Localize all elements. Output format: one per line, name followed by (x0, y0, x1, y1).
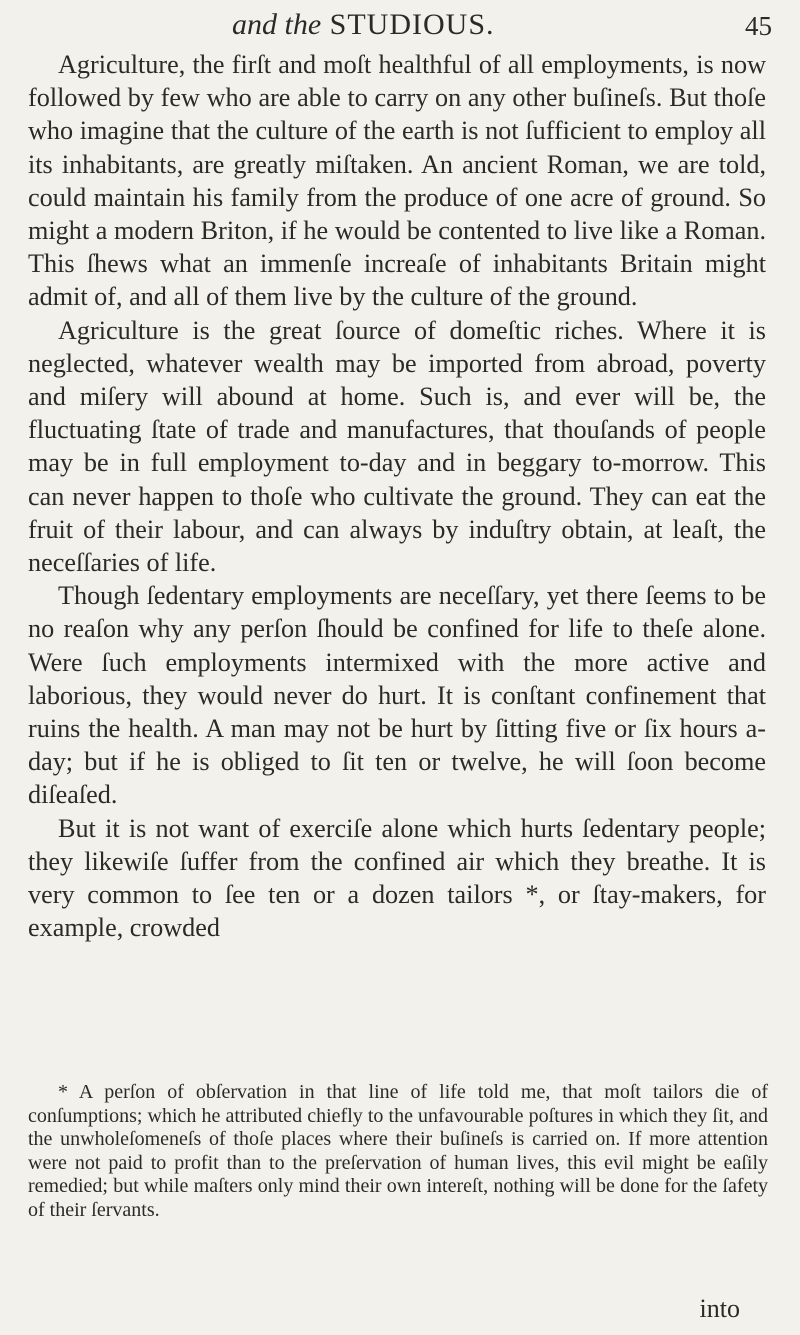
running-title-italic: and the (232, 8, 322, 41)
running-head (0, 8, 800, 48)
main-text (28, 48, 766, 944)
footnote (28, 1081, 768, 1223)
paragraph-agriculture-employment: Agriculture, the firſt and moſt healthful of all employments, is now followed by few who are able to carry on any other buſineſs. But thoſe who imagine that the culture of the earth is not ſufficient to employ all its inhabitants, are greatly miſtaken. An ancient Roman, we are told, could maintain his family from the produce of one acre of ground. So might a modern Briton, if he would be contented to live like a Roman. This ſhews what an immenſe increaſe of inhabitants Britain might admit of, and all of them live by the culture of the ground. (28, 50, 766, 312)
paragraph-domestic-riches: Agriculture is the great ſource of domeſtic riches. Where it is neglected, whatever wealth may be imported from abroad, poverty and miſery will abound at home. Such is, and ever will be, the fluctuating ſtate of trade and manufactures, that thouſands of people may be in full employment to-day and in beggary to-morrow. This can never happen to thoſe who cultivate the ground. They can eat the fruit of their labour, and can always by induſtry obtain, at leaſt, the neceſſaries of life. (28, 315, 766, 578)
catchword: into (699, 1294, 740, 1323)
paragraph-confined-air: But it is not want of exerciſe alone which hurts ſedentary people; they likewiſe ſuffer from the confined air which they breathe. It is very common to ſee ten or a dozen tailors *, or ſtay-makers, for example, crowded (28, 813, 766, 943)
paragraph-sedentary-employments: Though ſedentary employments are neceſſary, yet there ſeems to be no reaſon why any perſon ſhould be confined for life to theſe alone. Were ſuch employments intermixed with the more active and laborious, they would never do hurt. It is conſtant confinement that ruins the health. A man may not be hurt by ſitting five or ſix hours a-day; but if he is obliged to ſit ten or twelve, he will ſoon become diſeaſed. (28, 581, 766, 810)
running-title-caps: STUDIOUS. (329, 8, 495, 41)
running-title (232, 8, 495, 42)
footnote-text: * A perſon of obſervation in that line of life told me, that moſt tailors die of conſumptions; which he attributed chiefly to the unfavourable poſtures in which they ſit, and the unwholeſomeneſs of thoſe places where their buſineſs is carried on. If more attention were not paid to profit than to the preſervation of human lives, this evil might be eaſily remedied; but while maſters only mind their own intereſt, nothing will be done for the ſafety of their ſervants. (28, 1081, 768, 1221)
page-number: 45 (745, 11, 772, 41)
